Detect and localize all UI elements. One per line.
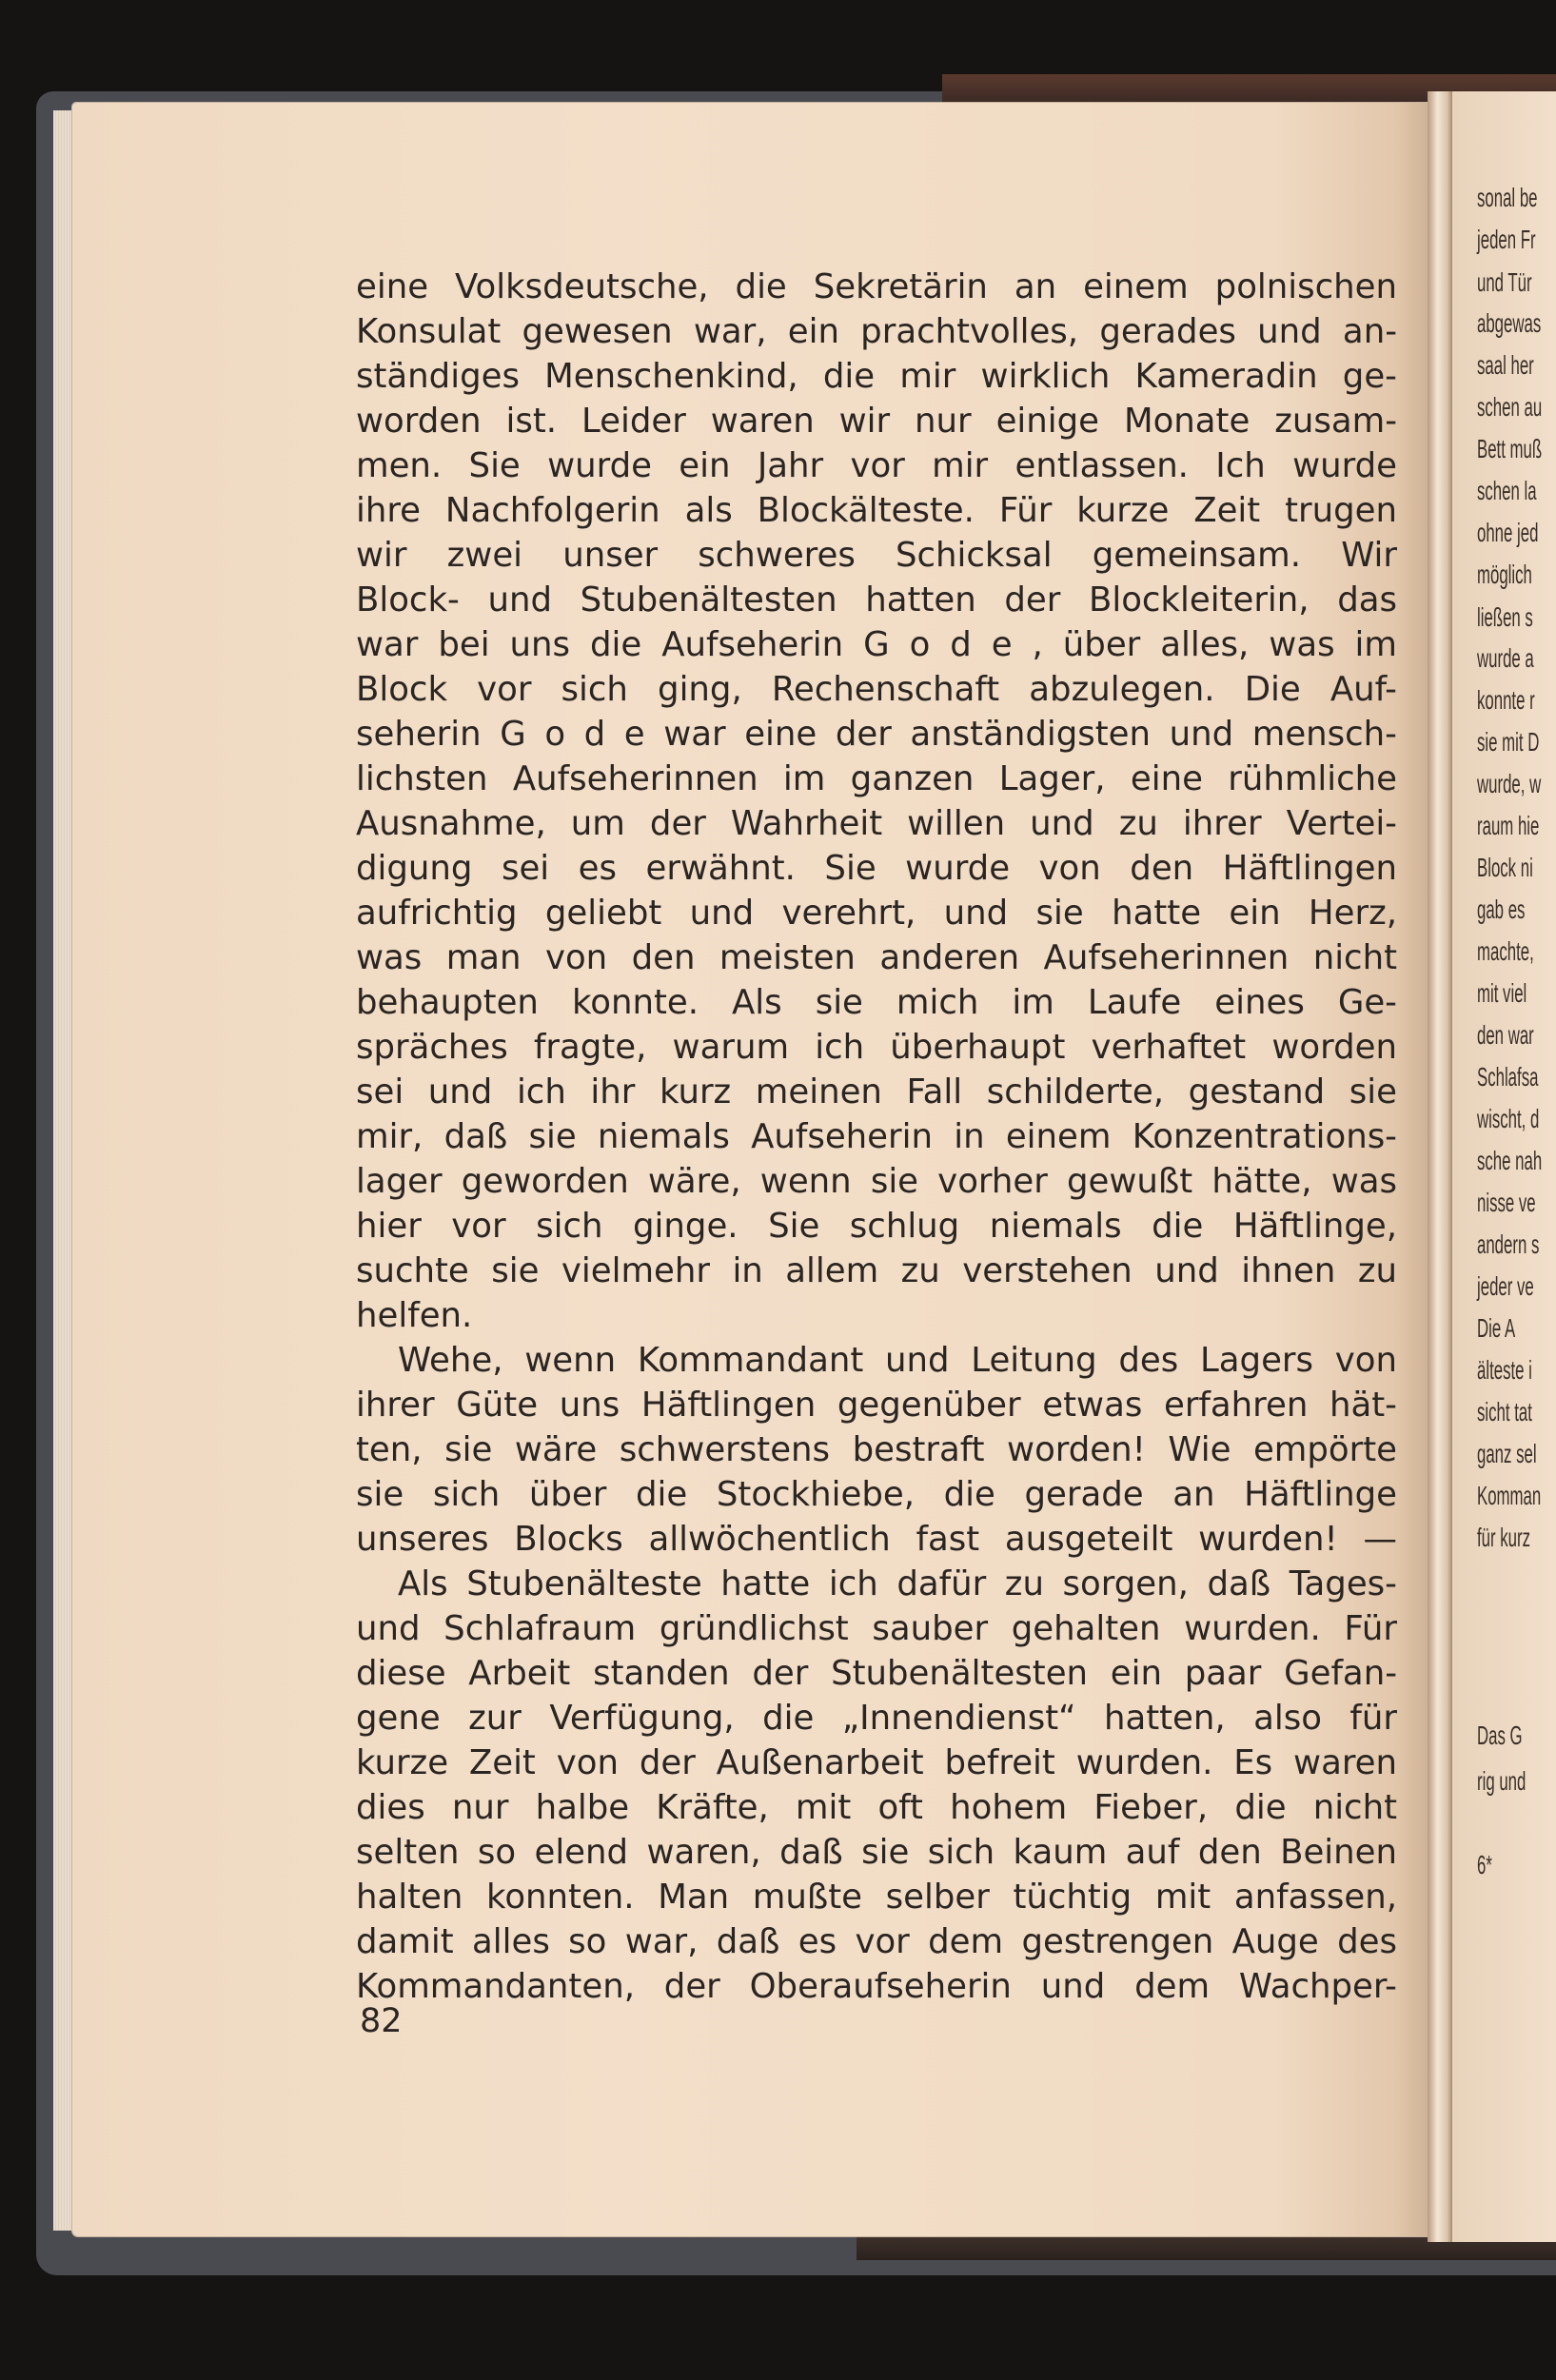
facing-page-fragment: sie mit D — [1477, 727, 1540, 757]
text-line: gene zur Verfügung, die „Innendienst“ hatten, also für — [356, 1699, 1397, 1738]
text-line: ihrer Güte uns Häftlingen gegenüber etwas erfahren hät- — [356, 1386, 1397, 1425]
facing-page-fragment: wischt, d — [1477, 1104, 1540, 1133]
text-line: halten konnten. Man mußte selber tüchtig mit anfassen, — [356, 1878, 1397, 1917]
text-line: sei und ich ihr kurz meinen Fall schilderte, gestand sie — [356, 1072, 1397, 1111]
text-line: damit alles so war, daß es vor dem gestrengen Auge des — [356, 1922, 1397, 1961]
text-line: eine Volksdeutsche, die Sekretärin an einem polnischen — [356, 267, 1397, 306]
text-line: helfen. — [356, 1296, 473, 1335]
text-line: worden ist. Leider waren wir nur einige Monate zusam- — [356, 402, 1397, 441]
text-line: hier vor sich ginge. Sie schlug niemals die Häftlinge, — [356, 1207, 1397, 1246]
facing-page-fragment: schen la — [1477, 476, 1537, 505]
facing-page-fragment: rig und — [1477, 1766, 1526, 1796]
facing-page-fragment: konnte r — [1477, 685, 1535, 715]
facing-page-fragment: älteste i — [1477, 1355, 1532, 1385]
facing-page — [1452, 91, 1556, 2242]
text-line: ständiges Menschenkind, die mir wirklich Kameradin ge- — [356, 357, 1397, 396]
book-gutter — [1428, 91, 1452, 2242]
text-line: behaupten konnte. Als sie mich im Laufe eines Ge- — [356, 983, 1397, 1022]
text-line: kurze Zeit von der Außenarbeit befreit wurden. Es waren — [356, 1743, 1397, 1782]
text-line: und Schlafraum gründlichst sauber gehalten wurden. Für — [356, 1609, 1397, 1648]
facing-page-fragment: 6* — [1477, 1850, 1492, 1879]
facing-page-fragment: und Tür — [1477, 267, 1532, 297]
text-line: Block- und Stubenältesten hatten der Blockleiterin, das — [356, 580, 1397, 620]
text-line: dies nur halbe Kräfte, mit oft hohem Fieber, die nicht — [356, 1788, 1397, 1827]
facing-page-fragment: gab es — [1477, 895, 1526, 924]
facing-page-fragment: nisse ve — [1477, 1188, 1536, 1217]
facing-page-fragment: Schlafsa — [1477, 1062, 1539, 1092]
facing-page-fragment: wurde, w — [1477, 769, 1542, 798]
text-line: Kommandanten, der Oberaufseherin und dem Wachper- — [356, 1967, 1397, 2006]
text-line: Wehe, wenn Kommandant und Leitung des Lagers von — [398, 1341, 1397, 1380]
text-line: Als Stubenälteste hatte ich dafür zu sorgen, daß Tages- — [398, 1564, 1397, 1603]
text-line: war bei uns die Aufseherin G o d e , über alles, was im — [356, 625, 1397, 664]
page-text — [356, 265, 1397, 2009]
facing-page-fragment: möglich — [1477, 560, 1532, 589]
text-line: ten, sie wäre schwerstens bestraft worden! Wie empörte — [356, 1430, 1397, 1469]
facing-page-fragment: ließen s — [1477, 602, 1533, 632]
facing-page-fragment: Das G — [1477, 1721, 1523, 1750]
facing-page-fragment: den war — [1477, 1020, 1534, 1050]
facing-page-fragment: jeder ve — [1477, 1271, 1534, 1301]
text-line: was man von den meisten anderen Aufseherinnen nicht — [356, 938, 1397, 977]
text-line: unseres Blocks allwöchentlich fast ausgeteilt wurden! — — [356, 1520, 1397, 1559]
text-line: digung sei es erwähnt. Sie wurde von den Häftlingen — [356, 849, 1397, 888]
facing-page-fragment: schen au — [1477, 392, 1543, 422]
facing-page-fragment: sonal be — [1477, 183, 1538, 212]
text-line: seherin G o d e war eine der anständigsten und mensch- — [356, 715, 1397, 754]
text-line: men. Sie wurde ein Jahr vor mir entlassen. Ich wurde — [356, 446, 1397, 485]
facing-page-fragment: Komman — [1477, 1481, 1542, 1510]
text-line: spräches fragte, warum ich überhaupt verhaftet worden — [356, 1028, 1397, 1067]
facing-page-fragment: für kurz — [1477, 1523, 1531, 1552]
text-line: lichsten Aufseherinnen im ganzen Lager, eine rühmliche — [356, 759, 1397, 798]
text-line: sie sich über die Stockhiebe, die gerade an Häftlinge — [356, 1475, 1397, 1514]
text-line: mir, daß sie niemals Aufseherin in einem Konzentrations- — [356, 1117, 1397, 1156]
text-line: Block vor sich ging, Rechenschaft abzulegen. Die Auf- — [356, 670, 1397, 709]
facing-page-fragment: Die A — [1477, 1313, 1516, 1343]
text-line: ihre Nachfolgerin als Blockälteste. Für kurze Zeit trugen — [356, 491, 1397, 530]
text-line: aufrichtig geliebt und verehrt, und sie hatte ein Herz, — [356, 894, 1397, 933]
facing-page-fragment: ohne jed — [1477, 518, 1539, 547]
page-number: 82 — [360, 2002, 403, 2040]
text-line: wir zwei unser schweres Schicksal gemeinsam. Wir — [356, 536, 1397, 575]
text-line: diese Arbeit standen der Stubenältesten ein paar Gefan- — [356, 1654, 1397, 1693]
facing-page-fragment: jeden Fr — [1477, 225, 1536, 254]
facing-page-fragment: ganz sel — [1477, 1439, 1537, 1468]
facing-page-fragment: wurde a — [1477, 643, 1534, 673]
facing-page-fragment: machte, — [1477, 936, 1534, 966]
text-line: lager geworden wäre, wenn sie vorher gewußt hätte, was — [356, 1162, 1397, 1201]
text-line: Ausnahme, um der Wahrheit willen und zu ihrer Vertei- — [356, 804, 1397, 843]
facing-page-fragment: andern s — [1477, 1229, 1540, 1259]
facing-page-fragment: sicht tat — [1477, 1397, 1532, 1426]
text-line: suchte sie vielmehr in allem zu verstehen und ihnen zu — [356, 1251, 1397, 1290]
facing-page-fragment: raum hie — [1477, 811, 1540, 840]
facing-page-fragment: abgewas — [1477, 308, 1542, 338]
facing-page-fragment: saal her — [1477, 350, 1534, 380]
text-line: Konsulat gewesen war, ein prachtvolles, gerades und an- — [356, 312, 1397, 351]
text-line: selten so elend waren, daß sie sich kaum auf den Beinen — [356, 1833, 1397, 1872]
facing-page-fragment: mit viel — [1477, 978, 1527, 1008]
facing-page-fragment: sche nah — [1477, 1146, 1543, 1175]
facing-page-fragment: Block ni — [1477, 853, 1533, 882]
facing-page-fragment: Bett muß — [1477, 434, 1543, 463]
